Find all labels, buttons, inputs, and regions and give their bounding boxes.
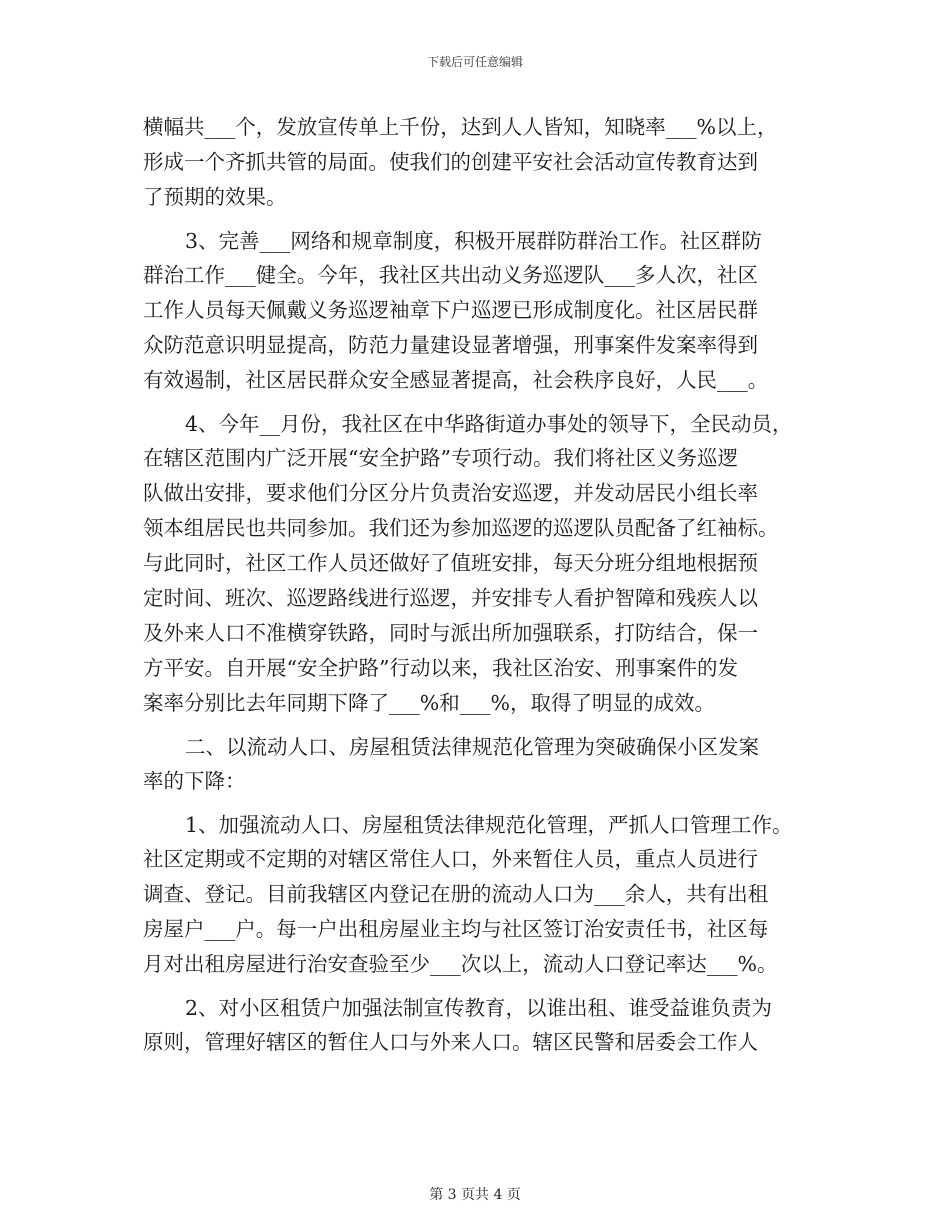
text-line: 有效遏制，社区居民群众安全感显著提高，社会秩序良好，人民___。 bbox=[143, 368, 769, 392]
text-line: 2、对小区租赁户加强法制宣传教育，以谁出租、谁受益谁负责为 bbox=[185, 996, 773, 1020]
text-line: 领本组居民也共同参加。我们还为参加巡逻的巡逻队员配备了红袖标。 bbox=[143, 516, 779, 540]
text-line: 调查、登记。目前我辖区内登记在册的流动人口为___余人，共有出租 bbox=[143, 882, 769, 906]
page-footer: 第 3 页共 4 页 bbox=[429, 1187, 521, 1203]
text-line: 工作人员每天佩戴义务巡逻袖章下户巡逻已形成制度化。社区居民群 bbox=[143, 298, 758, 322]
text-line: 社区定期或不定期的对辖区常住人口，外来暂住人员，重点人员进行 bbox=[143, 847, 758, 871]
text-line: 了预期的效果。 bbox=[143, 185, 287, 209]
text-line: 原则，管理好辖区的暂住人口与外来人口。辖区民警和居委会工作人 bbox=[143, 1030, 758, 1054]
section-heading: 二、以流动人口、房屋租赁法律规范化管理为突破确保小区发案 bbox=[185, 735, 759, 759]
text-line: 群治工作___健全。今年，我社区共出动义务巡逻队___多人次，社区 bbox=[143, 263, 758, 287]
text-line: 月对出租房屋进行治安查验至少___次以上，流动人口登记率达___%。 bbox=[143, 952, 778, 976]
text-line: 房屋户___户。每一户出租房屋业主均与社区签订治安责任书，社区每 bbox=[143, 917, 769, 941]
text-line: 横幅共___个，发放宣传单上千份，达到人人皆知，知晓率___%以上， bbox=[143, 115, 778, 139]
text-line: 定时间、班次、巡逻路线进行巡逻，并安排专人看护智障和残疾人以 bbox=[143, 586, 758, 610]
text-line: 队做出安排，要求他们分区分片负责治安巡逻，并发动居民小组长率 bbox=[143, 481, 758, 505]
text-line: 在辖区范围内广泛开展“安全护路”专项行动。我们将社区义务巡逻 bbox=[143, 446, 738, 470]
text-line: 形成一个齐抓共管的局面。使我们的创建平安社会活动宣传教育达到 bbox=[143, 150, 758, 174]
text-line: 4、今年__月份，我社区在中华路街道办事处的领导下，全民动员， bbox=[185, 412, 793, 436]
section-heading: 率的下降： bbox=[143, 769, 246, 793]
text-line: 及外来人口不准横穿铁路，同时与派出所加强联系，打防结合，保一 bbox=[143, 621, 758, 645]
page-header: 下载后可任意编辑 bbox=[426, 55, 523, 69]
text-line: 案率分别比去年同期下降了___%和___%，取得了明显的成效。 bbox=[143, 691, 715, 715]
text-line: 方平安。自开展“安全护路”行动以来，我社区治安、刑事案件的发 bbox=[143, 656, 738, 680]
text-line: 3、完善___网络和规章制度，积极开展群防群治工作。社区群防 bbox=[185, 229, 762, 253]
text-line: 众防范意识明显提高，防范力量建设显著增强，刑事案件发案率得到 bbox=[143, 333, 758, 357]
text-line: 1、加强流动人口、房屋租赁法律规范化管理，严抓人口管理工作。 bbox=[185, 813, 793, 837]
text-line: 与此同时，社区工作人员还做好了值班安排，每天分班分组地根据预 bbox=[143, 551, 758, 575]
